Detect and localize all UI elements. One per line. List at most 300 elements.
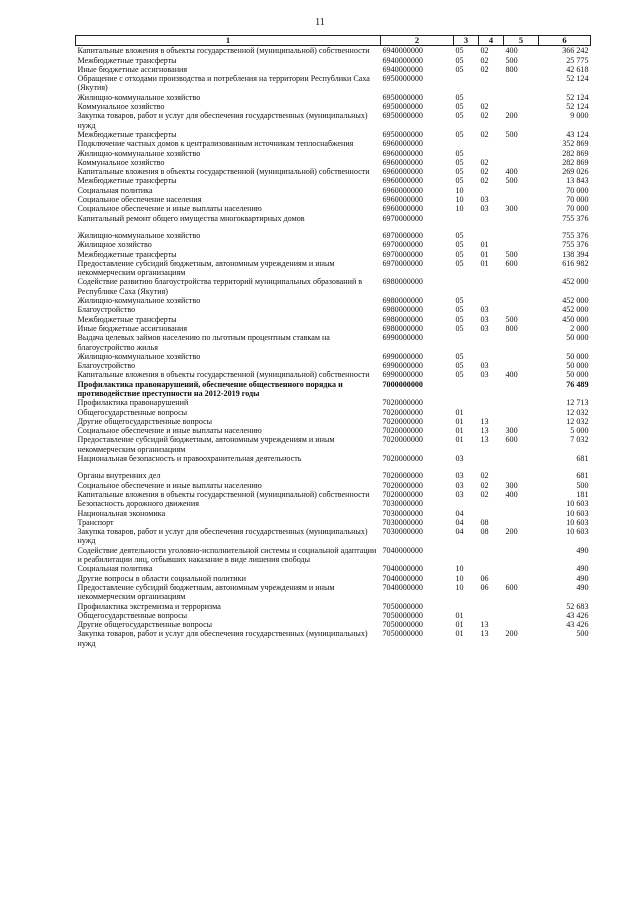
cell-name: Межбюджетные трансферты xyxy=(77,55,177,65)
cell-amount: 50 000 xyxy=(566,370,589,380)
table-row xyxy=(76,481,591,490)
cell-amount: 43 124 xyxy=(566,129,589,139)
cell-name: Межбюджетные трансферты xyxy=(77,176,177,186)
cell-subsection xyxy=(479,333,504,352)
cell-expense-type: 600 xyxy=(505,258,518,268)
cell-section: 03 xyxy=(455,471,464,481)
cell-subsection: 01 xyxy=(480,258,489,268)
cell-amount: 181 xyxy=(576,489,589,499)
cell-name: Жилищно-коммунальное хозяйство xyxy=(77,230,201,240)
cell-name: Органы внутренних дел xyxy=(77,471,161,481)
cell-expense-type: 400 xyxy=(505,370,518,380)
cell-code: 7030000000 xyxy=(382,527,423,537)
cell-name: Капитальный ремонт общего имущества многоквартирных домов xyxy=(77,213,305,223)
table-row xyxy=(76,602,591,611)
cell-amount: 52 124 xyxy=(566,92,589,102)
cell-name: Капитальные вложения в объекты государственной (муниципальной) собственности xyxy=(77,46,370,56)
cell-code: 6960000000 xyxy=(382,148,423,158)
table-row xyxy=(76,195,591,204)
cell-section: 05 xyxy=(455,370,464,380)
cell-section: 05 xyxy=(455,129,464,139)
cell-code: 7040000000 xyxy=(382,573,423,583)
cell-subsection: 02 xyxy=(480,64,489,74)
table-row xyxy=(76,250,591,259)
cell-amount: 2 000 xyxy=(570,323,589,333)
col-header-code: 2 xyxy=(381,36,454,46)
cell-section xyxy=(454,139,479,148)
cell-subsection: 13 xyxy=(480,416,489,426)
spacer-cell xyxy=(76,223,591,231)
cell-section: 01 xyxy=(455,407,464,417)
cell-expense-type: 500 xyxy=(505,314,518,324)
cell-code: 6940000000 xyxy=(382,55,423,65)
cell-expense-type xyxy=(504,149,539,158)
cell-name: Благоустройство xyxy=(77,305,136,315)
cell-section: 05 xyxy=(455,323,464,333)
cell-expense-type: 400 xyxy=(505,167,518,177)
cell-name: Общегосударственные вопросы xyxy=(77,610,188,620)
cell-expense-type xyxy=(504,296,539,305)
cell-subsection xyxy=(479,380,504,399)
table-body xyxy=(76,46,591,648)
cell-expense-type: 400 xyxy=(505,46,518,56)
table-row xyxy=(76,324,591,333)
cell-code: 7040000000 xyxy=(382,545,423,555)
table-row xyxy=(76,380,591,399)
cell-name: Межбюджетные трансферты xyxy=(77,129,177,139)
table-row xyxy=(76,333,591,352)
cell-subsection xyxy=(479,149,504,158)
cell-expense-type xyxy=(504,499,539,508)
cell-section: 10 xyxy=(455,204,464,214)
cell-code: 7000000000 xyxy=(382,379,423,389)
cell-amount: 366 242 xyxy=(562,46,589,56)
cell-amount: 70 000 xyxy=(566,204,589,214)
table-row xyxy=(76,102,591,111)
table-row xyxy=(76,111,591,130)
cell-name: Транспорт xyxy=(77,517,114,527)
cell-expense-type: 600 xyxy=(505,435,518,445)
cell-code: 6960000000 xyxy=(382,176,423,186)
cell-section xyxy=(454,499,479,508)
cell-section: 05 xyxy=(455,46,464,56)
cell-expense-type xyxy=(504,214,539,223)
cell-code: 6980000000 xyxy=(382,323,423,333)
cell-expense-type xyxy=(504,518,539,527)
cell-section: 04 xyxy=(455,508,464,518)
table-row xyxy=(76,574,591,583)
cell-expense-type xyxy=(504,186,539,195)
table-header-row xyxy=(76,36,591,46)
cell-subsection xyxy=(479,408,504,417)
cell-expense-type: 200 xyxy=(505,527,518,537)
cell-expense-type xyxy=(504,195,539,204)
table-row xyxy=(76,315,591,324)
cell-amount: 269 026 xyxy=(562,167,589,177)
col-header-expense-type: 5 xyxy=(504,36,539,46)
cell-section: 03 xyxy=(455,489,464,499)
cell-name: Капитальные вложения в объекты государственной (муниципальной) собственности xyxy=(77,167,370,177)
table-row xyxy=(76,629,591,648)
cell-subsection: 13 xyxy=(480,620,489,630)
table-row xyxy=(76,46,591,56)
cell-subsection: 03 xyxy=(480,305,489,315)
cell-name: Социальное обеспечение и иные выплаты населению xyxy=(77,426,262,436)
cell-amount: 12 032 xyxy=(566,416,589,426)
cell-subsection xyxy=(479,564,504,573)
cell-name: Коммунальное хозяйство xyxy=(77,157,165,167)
cell-expense-type xyxy=(504,620,539,629)
cell-section: 05 xyxy=(455,92,464,102)
table-row xyxy=(76,361,591,370)
cell-subsection: 02 xyxy=(480,176,489,186)
row-spacer xyxy=(76,463,591,471)
cell-amount: 500 xyxy=(576,629,589,639)
cell-code: 6990000000 xyxy=(382,333,423,343)
cell-name: Предоставление субсидий бюджетным, автономным учреждениям и иным некоммерческим организациям xyxy=(77,435,335,454)
table-row xyxy=(76,398,591,407)
cell-amount: 138 394 xyxy=(562,249,589,259)
cell-subsection: 13 xyxy=(480,629,489,639)
cell-code: 6990000000 xyxy=(382,361,423,371)
cell-code: 6980000000 xyxy=(382,314,423,324)
cell-section: 05 xyxy=(455,102,464,112)
col-header-section: 3 xyxy=(454,36,479,46)
cell-name: Социальная политика xyxy=(77,185,153,195)
cell-code: 7020000000 xyxy=(382,426,423,436)
cell-section: 05 xyxy=(455,148,464,158)
cell-subsection: 06 xyxy=(480,582,489,592)
cell-code: 6950000000 xyxy=(382,102,423,112)
table-row xyxy=(76,564,591,573)
cell-section: 05 xyxy=(455,361,464,371)
cell-name: Капитальные вложения в объекты государственной (муниципальной) собственности xyxy=(77,489,370,499)
cell-section xyxy=(454,602,479,611)
cell-section xyxy=(454,74,479,93)
cell-subsection: 08 xyxy=(480,527,489,537)
cell-name: Подключение частных домов к централизованным источникам теплоснабжения xyxy=(77,139,354,149)
cell-name: Иные бюджетные ассигнования xyxy=(77,64,188,74)
cell-amount: 450 000 xyxy=(562,314,589,324)
cell-expense-type xyxy=(504,398,539,407)
cell-name: Другие общегосударственные вопросы xyxy=(77,620,213,630)
cell-expense-type: 600 xyxy=(505,582,518,592)
cell-name: Жилищно-коммунальное хозяйство xyxy=(77,351,201,361)
cell-expense-type xyxy=(504,611,539,620)
cell-subsection: 03 xyxy=(480,314,489,324)
cell-amount: 9 000 xyxy=(570,111,589,121)
cell-subsection xyxy=(479,296,504,305)
cell-section: 03 xyxy=(455,480,464,490)
table-row xyxy=(76,93,591,102)
cell-section: 05 xyxy=(455,351,464,361)
table-row xyxy=(76,454,591,463)
cell-amount: 755 376 xyxy=(562,230,589,240)
cell-amount: 43 426 xyxy=(566,610,589,620)
cell-code: 6960000000 xyxy=(382,167,423,177)
cell-code: 7020000000 xyxy=(382,454,423,464)
cell-section xyxy=(454,277,479,296)
cell-subsection: 01 xyxy=(480,249,489,259)
cell-section: 05 xyxy=(455,111,464,121)
cell-section: 01 xyxy=(455,620,464,630)
table-row xyxy=(76,240,591,249)
cell-code: 7030000000 xyxy=(382,517,423,527)
table-row xyxy=(76,56,591,65)
cell-subsection: 01 xyxy=(480,240,489,250)
cell-subsection: 06 xyxy=(480,573,489,583)
cell-amount: 43 426 xyxy=(566,620,589,630)
cell-name: Закупка товаров, работ и услуг для обеспечения государственных (муниципальных) нужд xyxy=(77,527,368,546)
cell-amount: 50 000 xyxy=(566,351,589,361)
cell-code: 7050000000 xyxy=(382,620,423,630)
cell-name: Выдача целевых займов населению по льготным процентным ставкам на благоустройство жилья xyxy=(77,333,330,352)
cell-expense-type: 500 xyxy=(505,129,518,139)
cell-code: 6970000000 xyxy=(382,230,423,240)
cell-section: 01 xyxy=(455,426,464,436)
table-row xyxy=(76,518,591,527)
cell-amount: 50 000 xyxy=(566,333,589,343)
cell-name: Предоставление субсидий бюджетным, автономным учреждениям и иным некоммерческим организациям xyxy=(77,258,335,278)
cell-amount: 490 xyxy=(576,545,589,555)
cell-subsection: 02 xyxy=(480,489,489,499)
cell-expense-type: 300 xyxy=(505,480,518,490)
cell-section: 01 xyxy=(455,629,464,639)
table-row xyxy=(76,214,591,223)
col-header-subsection: 4 xyxy=(479,36,504,46)
cell-subsection: 03 xyxy=(480,195,489,205)
cell-code: 7020000000 xyxy=(382,435,423,445)
cell-name: Предоставление субсидий бюджетным, автономным учреждениям и иным некоммерческим организациям xyxy=(77,582,335,602)
cell-code: 7020000000 xyxy=(382,416,423,426)
cell-section: 05 xyxy=(455,240,464,250)
cell-code: 6960000000 xyxy=(382,195,423,205)
table-row xyxy=(76,408,591,417)
cell-subsection xyxy=(479,214,504,223)
cell-amount: 10 603 xyxy=(566,508,589,518)
cell-name: Содействие развитию благоустройства территорий муниципальных образований в Республике Саха (Якутия) xyxy=(77,277,363,296)
cell-code: 6940000000 xyxy=(382,46,423,56)
cell-amount: 42 618 xyxy=(566,64,589,74)
cell-subsection: 02 xyxy=(480,167,489,177)
cell-amount: 10 603 xyxy=(566,499,589,509)
cell-subsection xyxy=(479,398,504,407)
table-row xyxy=(76,167,591,176)
cell-expense-type: 500 xyxy=(505,249,518,259)
cell-section: 05 xyxy=(455,167,464,177)
cell-subsection: 03 xyxy=(480,323,489,333)
cell-section: 05 xyxy=(455,258,464,268)
cell-name: Обращение с отходами производства и потребления на территории Республики Саха (Якутия) xyxy=(77,74,370,93)
cell-amount: 25 775 xyxy=(566,55,589,65)
cell-name: Национальная экономика xyxy=(77,508,166,518)
cell-section xyxy=(454,333,479,352)
cell-code: 7020000000 xyxy=(382,489,423,499)
cell-amount: 282 869 xyxy=(562,157,589,167)
cell-code: 6960000000 xyxy=(382,204,423,214)
cell-name: Жилищное хозяйство xyxy=(77,240,152,250)
cell-subsection xyxy=(479,277,504,296)
cell-section xyxy=(454,380,479,399)
cell-name: Социальное обеспечение и иные выплаты населению xyxy=(77,480,262,490)
cell-amount: 5 000 xyxy=(570,426,589,436)
cell-code: 7020000000 xyxy=(382,480,423,490)
cell-expense-type xyxy=(504,380,539,399)
cell-amount: 13 843 xyxy=(566,176,589,186)
budget-table xyxy=(75,35,591,648)
table-row xyxy=(76,158,591,167)
table-row xyxy=(76,65,591,74)
table-row xyxy=(76,583,591,602)
cell-amount: 681 xyxy=(576,471,589,481)
table-row xyxy=(76,277,591,296)
table-row xyxy=(76,204,591,213)
cell-code: 6950000000 xyxy=(382,74,423,84)
cell-section: 10 xyxy=(455,564,464,574)
cell-expense-type: 800 xyxy=(505,64,518,74)
cell-subsection xyxy=(479,509,504,518)
cell-expense-type xyxy=(504,277,539,296)
cell-subsection: 13 xyxy=(480,426,489,436)
cell-expense-type xyxy=(504,574,539,583)
table-row xyxy=(76,611,591,620)
cell-amount: 7 032 xyxy=(570,435,589,445)
cell-subsection: 02 xyxy=(480,480,489,490)
cell-expense-type xyxy=(504,93,539,102)
cell-subsection xyxy=(479,231,504,240)
cell-code: 6950000000 xyxy=(382,111,423,121)
cell-name: Жилищно-коммунальное хозяйство xyxy=(77,92,201,102)
cell-subsection xyxy=(479,611,504,620)
col-header-amount: 6 xyxy=(539,36,591,46)
cell-section: 05 xyxy=(455,296,464,306)
cell-section: 04 xyxy=(455,527,464,537)
cell-code: 7020000000 xyxy=(382,471,423,481)
cell-section: 10 xyxy=(455,582,464,592)
cell-section: 05 xyxy=(455,249,464,259)
cell-name: Содействие деятельности уголовно-исполнительной системы и социальной адаптации и реабилитации лиц, отбывших наказание в виде лишения свободы xyxy=(77,545,377,565)
table-row xyxy=(76,546,591,565)
cell-expense-type: 500 xyxy=(505,176,518,186)
cell-section: 05 xyxy=(455,176,464,186)
cell-name: Безопасность дорожного движения xyxy=(77,499,199,509)
cell-amount: 52 124 xyxy=(566,74,589,84)
cell-code: 6960000000 xyxy=(382,185,423,195)
cell-expense-type xyxy=(504,361,539,370)
cell-section: 10 xyxy=(455,573,464,583)
cell-expense-type xyxy=(504,102,539,111)
cell-subsection: 03 xyxy=(480,204,489,214)
table-row xyxy=(76,176,591,185)
cell-subsection xyxy=(479,602,504,611)
cell-subsection xyxy=(479,74,504,93)
cell-code: 6970000000 xyxy=(382,213,423,223)
cell-code: 6960000000 xyxy=(382,157,423,167)
cell-name: Другие общегосударственные вопросы xyxy=(77,416,213,426)
table-row xyxy=(76,499,591,508)
cell-name: Профилактика правонарушений xyxy=(77,398,189,408)
table-row xyxy=(76,296,591,305)
cell-subsection xyxy=(479,186,504,195)
cell-section: 03 xyxy=(455,454,464,464)
table-row xyxy=(76,370,591,379)
cell-amount: 12 713 xyxy=(566,398,589,408)
cell-section: 05 xyxy=(455,55,464,65)
cell-expense-type: 200 xyxy=(505,111,518,121)
cell-subsection xyxy=(479,352,504,361)
col-header-name: 1 xyxy=(76,36,381,46)
cell-name: Социальное обеспечение и иные выплаты населению xyxy=(77,204,262,214)
cell-section xyxy=(454,398,479,407)
cell-code: 6950000000 xyxy=(382,129,423,139)
cell-code: 6970000000 xyxy=(382,249,423,259)
cell-section: 05 xyxy=(455,305,464,315)
cell-section: 01 xyxy=(455,416,464,426)
cell-expense-type xyxy=(504,471,539,480)
cell-section xyxy=(454,214,479,223)
cell-name: Межбюджетные трансферты xyxy=(77,249,177,259)
cell-subsection: 02 xyxy=(480,102,489,112)
cell-name: Жилищно-коммунальное хозяйство xyxy=(77,148,201,158)
cell-amount: 452 000 xyxy=(562,277,589,287)
cell-expense-type xyxy=(504,333,539,352)
table-row xyxy=(76,139,591,148)
table-row xyxy=(76,305,591,314)
table-row xyxy=(76,130,591,139)
table-row xyxy=(76,417,591,426)
cell-subsection: 02 xyxy=(480,111,489,121)
page-number: 11 xyxy=(315,17,325,28)
table-row xyxy=(76,426,591,435)
cell-subsection: 02 xyxy=(480,157,489,167)
cell-expense-type: 800 xyxy=(505,323,518,333)
cell-amount: 755 376 xyxy=(562,240,589,250)
cell-amount: 755 376 xyxy=(562,213,589,223)
cell-amount: 490 xyxy=(576,564,589,574)
cell-expense-type: 500 xyxy=(505,55,518,65)
cell-name: Профилактика экстремизма и терроризма xyxy=(77,601,221,611)
cell-code: 7050000000 xyxy=(382,601,423,611)
cell-code: 7020000000 xyxy=(382,398,423,408)
cell-code: 6990000000 xyxy=(382,370,423,380)
cell-section: 10 xyxy=(455,195,464,205)
cell-amount: 70 000 xyxy=(566,195,589,205)
cell-code: 7040000000 xyxy=(382,564,423,574)
cell-name: Общегосударственные вопросы xyxy=(77,407,188,417)
table-row xyxy=(76,149,591,158)
table-row xyxy=(76,231,591,240)
cell-subsection xyxy=(479,93,504,102)
cell-section xyxy=(454,546,479,565)
cell-amount: 452 000 xyxy=(562,296,589,306)
cell-expense-type xyxy=(504,564,539,573)
cell-subsection: 13 xyxy=(480,435,489,445)
cell-amount: 12 032 xyxy=(566,407,589,417)
cell-code: 7020000000 xyxy=(382,407,423,417)
cell-name: Коммунальное хозяйство xyxy=(77,102,165,112)
cell-code: 7030000000 xyxy=(382,508,423,518)
cell-code: 6950000000 xyxy=(382,92,423,102)
cell-code: 6980000000 xyxy=(382,296,423,306)
cell-expense-type xyxy=(504,352,539,361)
cell-code: 6970000000 xyxy=(382,258,423,268)
table-row xyxy=(76,74,591,93)
cell-expense-type xyxy=(504,158,539,167)
cell-name: Жилищно-коммунальное хозяйство xyxy=(77,296,201,306)
cell-expense-type xyxy=(504,602,539,611)
cell-expense-type xyxy=(504,305,539,314)
table-row xyxy=(76,490,591,499)
